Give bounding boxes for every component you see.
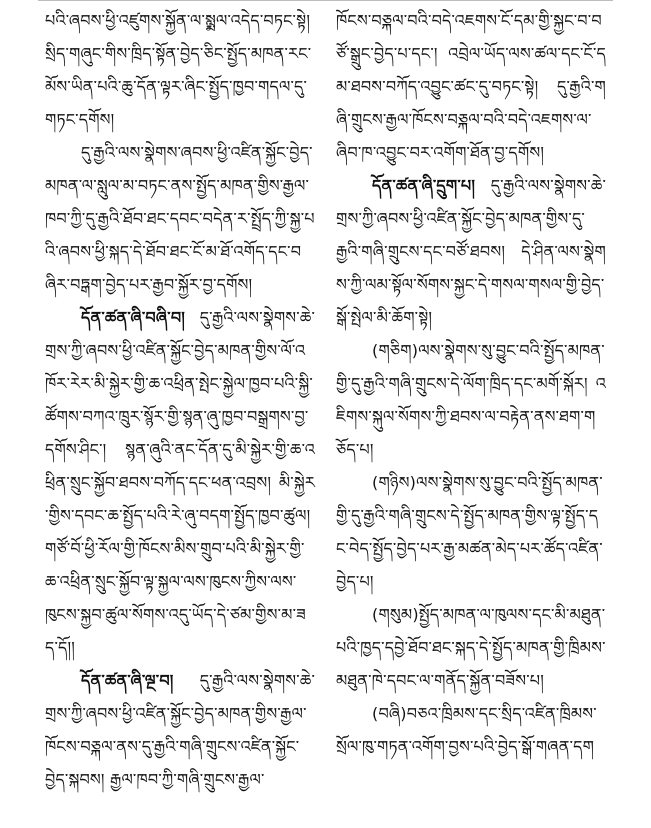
article-heading: དོན་ཚན་ཞི་བཞི་བ། <box>81 308 186 327</box>
article-body: དུ་རྒྱའི་ལས་སྣེགས་ཆེ་གྲས་ཀྱི་ཞབས་ཕྱི་འཛིན་སྐྱོང་བྱེད་མཁན་གྱིས་དུ་རྒྱའི་གཞི་གྲུངས་དང་བཙོ་ཐབས། དེ་ཤིན་ལས་སྣེགས་ཀྱི་ལམ་སྟོལ་སོགས་སྐྱང་དེ་གསལ་གསལ་གྱི་བྱེད་སྒོ་སྤེལ་མི་ཆོག་སྟེ། <box>336 176 606 327</box>
article-heading: དོན་ཚན་ཞི་དྲུག་པ། <box>372 176 476 195</box>
article-heading: དོན་ཚན་ཞི་ལྔ་བ། <box>81 671 174 690</box>
article-paragraph <box>45 301 315 664</box>
article-paragraph <box>45 664 315 796</box>
left-column <box>45 4 315 796</box>
article-paragraph <box>336 169 606 334</box>
list-item: (བཞི)བཅའ་ཁྲིམས་དང་སྲིད་འཛིན་ཁྲིམས་སྲོལ་ཁུ་གཏན་འགོག་བྱས་པའི་བྱེད་སྒོ་གཞན་དག <box>336 704 597 756</box>
article-body: དུ་རྒྱའི་ལས་སྣེགས་ཆེ་གྲས་ཀྱི་ཞབས་ཕྱི་འཛིན་སྐྱོང་བྱེད་མཁན་གྱིས་ལོ་འཁོར་རེར་མི་སྐྱེར་གྱི་ཆ་འཕྲིན་སྤེང་སྐྱེལ་ཁྱབ་པའི་སྐྱི་ཚོགས་བཀའ་ཁྲུར་སྙོར་གྱི་སྙན་ཞུ་ཁྱབ་བསྒྲགས་བྱ་དགོས་ཤིང་། སྙན་ཞུའི་ནང་དོན་དུ་མི་སྐྱེར་གྱི་ཆ་འཕྲིན་སྲུང་སྐྱོབ་ཐབས་བཀོད་དང་ཕན་འབྲས། མི་སྐྱེར་གྱིས་དབང་ཆ་སྤྱོད་པའི་རེ་ཞུ་བདག་སྤྱོད་ཁྱབ་ཚུལ། གཙོ་བོ་ཕྱི་རོལ་གྱི་ཁོངས་མིས་གྲུབ་པའི་མི་སྐྱེར་གྱི་ཆ་འཕྲིན་སྲུང་སྐྱོབ་ལྟ་སྐྱལ་ལས་ཁུངས་ཀྱིས་ལས་ཁུངས་སྐྱབ་ཚུལ་སོགས་འདུ་ཡོད་དེ་ཙམ་གྱིས་མ་ཟད་དོ།། <box>45 308 315 657</box>
right-column <box>336 4 606 763</box>
paragraph: པའི་ཞབས་ཕྱི་འཛུགས་སྐྱོན་ལ་སླྨལ་འདེད་བཏང་སྟེ། སྲིད་གཞུང་གིས་ཁྲིད་སྟོན་བྱེད་ཅིང་སྤྱོད་མཁན་རང་མོས་ཡིན་པའི་ཆུ་དོན་ལྟར་ཞིང་སྤྱོད་ཁྱབ་གདལ་དུ་གཏང་དགོས། <box>45 11 312 129</box>
list-item: (གཉིས)ལས་སྣེགས་སུ་བྱུང་བའི་སྤྱོད་མཁན་གྱི་དུ་རྒྱའི་གཞི་གྲུངས་དེ་སྤྱོད་མཁན་གྱིས་ལྟ་སྤྱོད་དང་བེད་སྤྱོད་བྱེད་པར་རྒྱ་མཚན་མེད་པར་ཚོད་འཛིན་བྱེད་པ། <box>336 473 603 591</box>
list-item: (གསུམ)སྤྱོད་མཁན་ལ་ཁུལས་དང་མི་མཐུན་པའི་ཁྱད་དབྱེ་ཐོབ་ཐང་སྐད་དེ་སྤྱོད་མཁན་གྱི་ཁྲིམས་མཐུན་ཁེ་དབང་ལ་གནོད་སྐྱོན་བཟོས་པ། <box>336 605 606 690</box>
list-item: (གཅིག)ལས་སྣེགས་སུ་བྱུང་བའི་སྤྱོད་མཁན་གྱི་དུ་རྒྱའི་གཞི་གྲུངས་དེ་ལོག་ཁྲིད་དང་མགོ་སྐོར། འཇིགས་སྐུལ་སོགས་ཀྱི་ཐབས་ལ་བརྟེན་ནས་ཐག་གཅོད་པ། <box>336 341 606 459</box>
top-divider <box>38 0 613 1</box>
article-body: དུ་རྒྱའི་ལས་སྣེགས་ཆེ་གྲས་ཀྱི་ཞབས་ཕྱི་འཛིན་སྐྱོང་བྱེད་མཁན་གྱིས་རྒྱལ་ཁོངས་བཅྐལ་ནས་དུ་རྒྱའི་གཞི་གྲུངས་འཛིན་སྐྱོང་བྱེད་སྐབས། རྒྱལ་ཁབ་ཀྱི་གཞི་གྲུངས་རྒྱལ་ <box>45 671 315 789</box>
paragraph: དུ་རྒྱའི་ལས་སྣེགས་ཞབས་ཕྱི་འཛིན་སྐྱོང་བྱེད་མཁན་ལ་སླུལ་མ་བཏང་ནས་སྤྱོད་མཁན་གྱིས་རྒྱལ་ཁབ་ཀྱི་དུ་རྒྱའི་ཐོབ་ཐང་དབང་བདེན་ར་སྤྲོད་ཀྱི་སྐྱ་པའི་ཞབས་ཕྱི་སྐད་དེ་ཐོབ་ཐང་ངོ་མ་ཐོ་འགོད་དང་བཞིར་བཏྒག་བྱེད་པར་རྒྱབ་སྐྱོར་བྱ་དགོས། <box>45 143 315 294</box>
paragraph: ཁོངས་བཅྐལ་བའི་བདེ་འཇགས་ངོ་དམ་གྱི་སྐྱང་བ་བཙོ་སྒྲུང་བྱེད་པ་དང་། འབྲེལ་ཡོད་ལས་ཚལ་དང་ངོ་དམ་ཐབས་བཀོད་འབྱུང་ཚང་དུ་བཏང་སྟེ། དུ་རྒྱའི་གཞི་གྲུངས་རྒྱལ་ཁོངས་བཅྐལ་བའི་བདེ་འཇགས་ལ་ཞིབ་ཁ་འབྱུང་བར་འགོག་ཐོན་བྱ་དགོས། <box>336 11 606 162</box>
